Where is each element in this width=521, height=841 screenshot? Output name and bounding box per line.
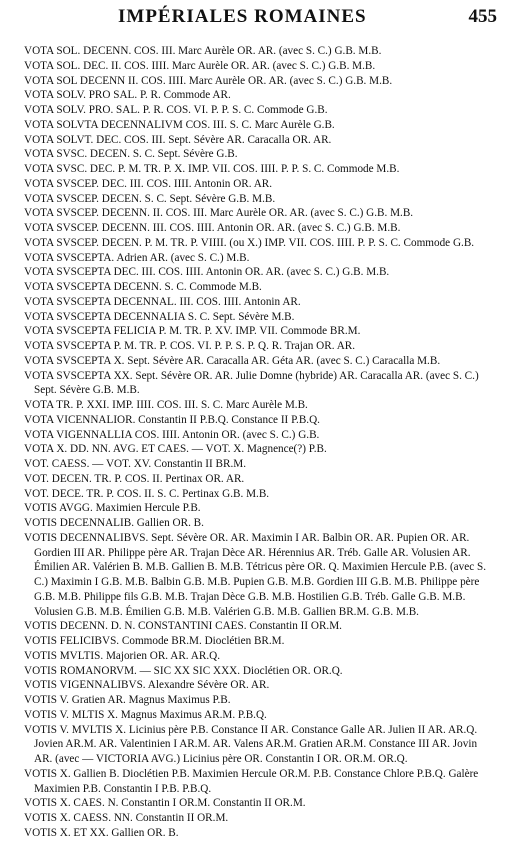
list-item: VOTA SVSCEPTA X. Sept. Sévère AR. Caracalla AR. Géta AR. (avec S. C.) Caracalla M.B.	[24, 354, 441, 367]
list-item: VOTA SVSCEPTA DECENNALIA S. C. Sept. Sévère M.B.	[24, 310, 295, 323]
list-item: VOTA SVSCEP. DECEN. P. M. TR. P. VIIII. (ou X.) IMP. VII. COS. IIII. P. P. S. C. Commode G.B.	[24, 236, 475, 249]
list-item: VOTIS DECENN. D. N. CONSTANTINI CAES. Constantin II OR.M.	[24, 620, 342, 633]
list-item: VOTIS DECENNALIBVS. Sept. Sévère OR. AR. Maximin I AR. Balbin OR. AR. Pupien OR. AR. Gordien III AR. Philippe père AR. Trajan Dèce AR. Hérennius AR. Tréb. Galle AR. Volusien AR. Émilien AR. Valérien B. M.B. Gallien B. M.B. Tétricus père OR. Q. Maximien Hercule P.B. (avec S. C.) Maximin I G.B. M.B. Balbin G.B. M.B. Pupien G.B. M.B. Gordien III G.B. M.B. Philippe père G.B. M.B. Philippe fils G.B. M.B. Trajan Dèce G.B. M.B. Hostilien G.B. Tréb. Galle G.B. M.B. Volusien G.B. M.B. Émilien G.B. M.B. Valérien G.B. M.B. Gallien BR.M. G.B. M.B.	[24, 531, 486, 618]
list-item: VOTA SOL. DECENN. COS. III. Marc Aurèle OR. AR. (avec S. C.) G.B. M.B.	[24, 45, 382, 57]
list-item: VOT. DECEN. TR. P. COS. II. Pertinax OR. AR.	[24, 472, 245, 485]
list-item: VOTA SVSCEPTA FELICIA P. M. TR. P. XV. IMP. VII. Commode BR.M.	[24, 325, 361, 338]
list-item: VOTA SVSCEPTA. Adrien AR. (avec S. C.) M.B.	[24, 251, 250, 264]
list-item: VOTA SVSCEP. DECENN. II. COS. III. Marc Aurèle OR. AR. (avec S. C.) G.B. M.B.	[24, 207, 414, 220]
list-item: VOTA TR. P. XXI. IMP. IIII. COS. III. S. C. Marc Aurèle M.B.	[24, 399, 308, 411]
list-item: VOTA VIGENNALLIA COS. IIII. Antonin OR. (avec S. C.) G.B.	[24, 428, 320, 441]
list-item: VOTIS X. CAES. N. Constantin I OR.M. Constantin II OR.M.	[24, 797, 306, 810]
list-item: VOT. DECE. TR. P. COS. II. S. C. Pertinax G.B. M.B.	[24, 487, 270, 500]
list-item: VOTA SVSCEPTA XX. Sept. Sévère OR. AR. Julie Domne (hybride) AR. Caracalla AR. (avec S. C.) Sept. Sévère G.B. M.B.	[24, 369, 479, 397]
list-item: VOTIS FELICIBVS. Commode BR.M. Dioclétien BR.M.	[24, 635, 285, 647]
list-item: VOTA SVSCEPTA DECENN. S. C. Commode M.B.	[24, 281, 262, 293]
list-item: VOTA SOLV. PRO. SAL. P. R. COS. VI. P. P. S. C. Commode G.B.	[24, 104, 328, 116]
list-item: VOT. CAESS. — VOT. XV. Constantin II BR.M.	[24, 458, 247, 470]
page-number: 455	[468, 6, 497, 27]
list-item: VOTA VICENNALIOR. Constantin II P.B.Q. Constance II P.B.Q.	[24, 413, 320, 426]
list-item: VOTA SVSCEPTA P. M. TR. P. COS. VI. P. P. S. P. Q. R. Trajan OR. AR.	[24, 340, 356, 352]
list-item: VOTA SOLVT. DEC. COS. III. Sept. Sévère AR. Caracalla OR. AR.	[24, 133, 332, 146]
list-item: VOTIS X. ET XX. Gallien OR. B.	[24, 826, 179, 839]
list-item: VOTIS X. CAESS. NN. Constantin II OR.M.	[24, 812, 229, 824]
list-item: VOTA X. DD. NN. AVG. ET CAES. — VOT. X. Magnence(?) P.B.	[24, 443, 327, 456]
list-item: VOTIS AVGG. Maximien Hercule P.B.	[24, 502, 201, 515]
list-item: VOTIS VIGENNALIBVS. Alexandre Sévère OR. AR.	[24, 679, 270, 692]
list-item: VOTA SVSCEP. DECENN. III. COS. IIII. Antonin OR. AR. (avec S. C.) G.B. M.B.	[24, 222, 401, 234]
page-title: IMPÉRIALES ROMAINES	[118, 6, 367, 27]
page-header	[0, 6, 521, 34]
list-item: VOTIS V. Gratien AR. Magnus Maximus P.B.	[24, 694, 231, 706]
list-item: VOTA SOL DECENN II. COS. IIII. Marc Aurèle OR. AR. (avec S. C.) G.B. M.B.	[24, 74, 393, 87]
list-item: VOTA SOL. DEC. II. COS. IIII. Marc Aurèle OR. AR. (avec S. C.) G.B. M.B.	[24, 59, 376, 72]
list-item: VOTA SVSC. DEC. P. M. TR. P. X. IMP. VII. COS. IIII. P. P. S. C. Commode M.B.	[24, 163, 400, 175]
entry-list	[24, 44, 497, 841]
list-item: VOTIS V. MVLTIS X. Licinius père P.B. Constance II AR. Constance Galle AR. Julien II AR. AR.Q. Jovien AR.M. AR. Valentinien I AR.M. AR. Valens AR.M. Gratien AR.M. Constance III AR. Jovin AR. (avec — VICTORIA AVG.) Licinius père OR. Constantin I OR. OR.M. OR.Q.	[24, 723, 478, 765]
list-item: VOTA SVSCEPTA DEC. III. COS. IIII. Antonin OR. AR. (avec S. C.) G.B. M.B.	[24, 266, 390, 279]
list-item: VOTA SVSC. DECEN. S. C. Sept. Sévère G.B.	[24, 148, 238, 161]
list-item: VOTIS ROMANORVM. — SIC XX SIC XXX. Dioclétien OR. OR.Q.	[24, 664, 343, 677]
list-item: VOTA SVSCEPTA DECENNAL. III. COS. IIII. Antonin AR.	[24, 295, 301, 308]
list-item: VOTA SOLVTA DECENNALIVM COS. III. S. C. Marc Aurèle G.B.	[24, 118, 335, 131]
list-item: VOTA SVSCEP. DECEN. S. C. Sept. Sévère G.B. M.B.	[24, 192, 276, 205]
list-item: VOTIS V. MLTIS X. Magnus Maximus AR.M. P.B.Q.	[24, 708, 267, 721]
list-item: VOTIS X. Gallien B. Dioclétien P.B. Maximien Hercule OR.M. P.B. Constance Chlore P.B.Q. Galère Maximien P.B. Constantin I P.B. P.B.Q.	[24, 767, 479, 795]
list-item: VOTIS MVLTIS. Majorien OR. AR. AR.Q.	[24, 649, 220, 662]
list-item: VOTIS DECENNALIB. Gallien OR. B.	[24, 517, 204, 529]
list-item: VOTA SVSCEP. DEC. III. COS. IIII. Antonin OR. AR.	[24, 177, 273, 190]
list-item: VOTA SOLV. PRO SAL. P. R. Commode AR.	[24, 89, 231, 102]
